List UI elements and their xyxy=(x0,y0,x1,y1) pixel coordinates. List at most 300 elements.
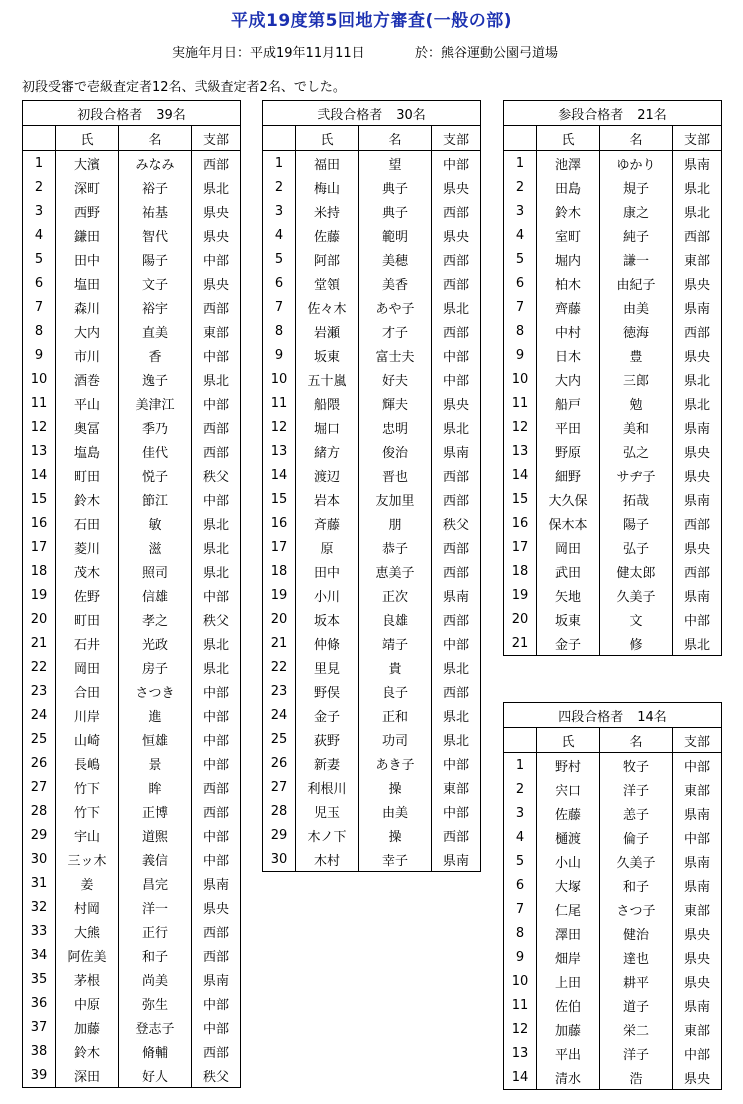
table-row xyxy=(263,511,481,535)
branch-cell: 西部 xyxy=(432,607,481,631)
table-row xyxy=(263,367,481,391)
row-number: 37 xyxy=(23,1015,56,1039)
surname-cell: 池澤 xyxy=(537,151,600,176)
row-number: 1 xyxy=(504,753,537,778)
row-number: 9 xyxy=(23,343,56,367)
given-name-cell: 眸 xyxy=(119,775,192,799)
given-name-cell: 景 xyxy=(119,751,192,775)
branch-cell: 西部 xyxy=(432,559,481,583)
table-row xyxy=(23,199,241,223)
row-number: 22 xyxy=(263,655,296,679)
branch-cell: 西部 xyxy=(432,535,481,559)
branch-cell: 中部 xyxy=(673,607,722,631)
branch-cell: 西部 xyxy=(192,415,241,439)
table-row xyxy=(263,655,481,679)
surname-cell: 中村 xyxy=(537,319,600,343)
given-name-cell: 佳代 xyxy=(119,439,192,463)
exam-venue: 於：熊谷運動公園弓道場 xyxy=(415,46,559,61)
branch-cell: 西部 xyxy=(673,319,722,343)
branch-cell: 県北 xyxy=(192,559,241,583)
branch-cell: 県央 xyxy=(673,463,722,487)
branch-cell: 西部 xyxy=(673,223,722,247)
row-number: 2 xyxy=(504,777,537,801)
row-number: 36 xyxy=(23,991,56,1015)
branch-cell: 県南 xyxy=(673,415,722,439)
branch-cell: 県北 xyxy=(673,367,722,391)
group-header xyxy=(263,101,481,126)
given-name-cell: 恭子 xyxy=(359,535,432,559)
given-name-cell: 美和 xyxy=(600,415,673,439)
branch-cell: 県南 xyxy=(673,583,722,607)
surname-cell: 福田 xyxy=(296,151,359,176)
given-name-cell: 貴 xyxy=(359,655,432,679)
branch-cell: 県北 xyxy=(192,367,241,391)
branch-cell: 西部 xyxy=(192,775,241,799)
surname-cell: 深町 xyxy=(56,175,119,199)
branch-cell: 西部 xyxy=(432,247,481,271)
row-number: 19 xyxy=(263,583,296,607)
row-number: 9 xyxy=(504,945,537,969)
column-header-row xyxy=(504,126,722,151)
row-number: 11 xyxy=(23,391,56,415)
branch-cell: 県南 xyxy=(673,487,722,511)
surname-cell: 岩本 xyxy=(296,487,359,511)
branch-cell: 県北 xyxy=(192,511,241,535)
row-number: 21 xyxy=(23,631,56,655)
surname-cell: 川岸 xyxy=(56,703,119,727)
given-name-cell: 節江 xyxy=(119,487,192,511)
table-row xyxy=(263,823,481,847)
table-row xyxy=(504,247,722,271)
surname-cell: 齊藤 xyxy=(537,295,600,319)
branch-cell: 県央 xyxy=(192,199,241,223)
surname-cell: 小川 xyxy=(296,583,359,607)
table-row xyxy=(263,559,481,583)
given-name-cell: 浩 xyxy=(600,1065,673,1090)
surname-cell: 平山 xyxy=(56,391,119,415)
row-number: 13 xyxy=(263,439,296,463)
given-name-cell: 倫子 xyxy=(600,825,673,849)
row-number: 11 xyxy=(504,391,537,415)
branch-cell: 中部 xyxy=(192,343,241,367)
surname-cell: 長嶋 xyxy=(56,751,119,775)
branch-cell: 中部 xyxy=(192,991,241,1015)
branch-cell: 中部 xyxy=(432,151,481,176)
table-row xyxy=(263,679,481,703)
branch-cell: 中部 xyxy=(192,583,241,607)
branch-cell: 県央 xyxy=(432,175,481,199)
surname-cell: 緒方 xyxy=(296,439,359,463)
surname-cell: 町田 xyxy=(56,463,119,487)
row-number: 7 xyxy=(263,295,296,319)
branch-cell: 県南 xyxy=(673,801,722,825)
row-number: 10 xyxy=(263,367,296,391)
branch-cell: 西部 xyxy=(673,559,722,583)
table-row xyxy=(504,463,722,487)
surname-cell: 堀口 xyxy=(296,415,359,439)
row-number: 26 xyxy=(23,751,56,775)
surname-cell: 新妻 xyxy=(296,751,359,775)
table-row xyxy=(263,463,481,487)
row-number: 1 xyxy=(504,151,537,176)
surname-cell: 中原 xyxy=(56,991,119,1015)
surname-cell: 佐藤 xyxy=(296,223,359,247)
surname-cell: 児玉 xyxy=(296,799,359,823)
table-row xyxy=(504,801,722,825)
surname-cell: 竹下 xyxy=(56,775,119,799)
given-name-cell: 美穂 xyxy=(359,247,432,271)
surname-cell: 樋渡 xyxy=(537,825,600,849)
table-row xyxy=(23,895,241,919)
surname-cell: 竹下 xyxy=(56,799,119,823)
branch-cell: 県北 xyxy=(432,415,481,439)
given-name-cell: 美津江 xyxy=(119,391,192,415)
surname-cell: 金子 xyxy=(296,703,359,727)
row-number: 9 xyxy=(504,343,537,367)
row-number: 33 xyxy=(23,919,56,943)
row-number: 10 xyxy=(23,367,56,391)
row-number: 27 xyxy=(263,775,296,799)
surname-cell: 斉藤 xyxy=(296,511,359,535)
row-number: 26 xyxy=(263,751,296,775)
given-name-cell: 美香 xyxy=(359,271,432,295)
table-row xyxy=(23,799,241,823)
surname-cell: 岩瀬 xyxy=(296,319,359,343)
row-number: 13 xyxy=(23,439,56,463)
table-row xyxy=(23,415,241,439)
table-row xyxy=(263,175,481,199)
branch-cell: 県北 xyxy=(192,535,241,559)
group-count: 30名 xyxy=(396,107,426,123)
row-number: 2 xyxy=(504,175,537,199)
given-name-cell: 健太郎 xyxy=(600,559,673,583)
row-number: 4 xyxy=(263,223,296,247)
branch-cell: 西部 xyxy=(432,463,481,487)
table-row xyxy=(504,607,722,631)
table-row xyxy=(23,943,241,967)
table-row xyxy=(263,703,481,727)
row-number: 27 xyxy=(23,775,56,799)
table-row xyxy=(23,535,241,559)
surname-cell: 堂領 xyxy=(296,271,359,295)
table-row xyxy=(504,945,722,969)
table-row xyxy=(23,439,241,463)
surname-cell: 森川 xyxy=(56,295,119,319)
surname-cell: 仲條 xyxy=(296,631,359,655)
branch-cell: 県南 xyxy=(673,873,722,897)
table-row xyxy=(504,487,722,511)
surname-cell: 五十嵐 xyxy=(296,367,359,391)
surname-cell: 矢地 xyxy=(537,583,600,607)
branch-cell: 県南 xyxy=(673,849,722,873)
branch-cell: 東部 xyxy=(673,247,722,271)
surname-cell: 大濱 xyxy=(56,151,119,176)
surname-cell: 佐藤 xyxy=(537,801,600,825)
branch-cell: 県南 xyxy=(192,871,241,895)
surname-cell: 塩田 xyxy=(56,271,119,295)
row-number: 5 xyxy=(504,849,537,873)
row-number: 3 xyxy=(504,199,537,223)
table-row xyxy=(263,199,481,223)
row-number: 17 xyxy=(504,535,537,559)
surname-cell: 西野 xyxy=(56,199,119,223)
surname-cell: 石井 xyxy=(56,631,119,655)
assessment-note: 初段受審で壱級査定者12名、弐級査定者2名、でした。 xyxy=(22,80,346,95)
row-number: 30 xyxy=(263,847,296,872)
row-number: 39 xyxy=(23,1063,56,1088)
surname-cell: 小山 xyxy=(537,849,600,873)
branch-cell: 県北 xyxy=(432,295,481,319)
column-header-surname: 氏 xyxy=(537,126,600,151)
surname-cell: 坂東 xyxy=(296,343,359,367)
given-name-cell: 登志子 xyxy=(119,1015,192,1039)
given-name-cell: 正和 xyxy=(359,703,432,727)
given-name-cell: 勉 xyxy=(600,391,673,415)
branch-cell: 中部 xyxy=(192,391,241,415)
row-number: 5 xyxy=(504,247,537,271)
row-number: 11 xyxy=(263,391,296,415)
row-number: 25 xyxy=(23,727,56,751)
branch-cell: 県央 xyxy=(673,439,722,463)
surname-cell: 岡田 xyxy=(56,655,119,679)
row-number: 3 xyxy=(504,801,537,825)
given-name-cell: 文 xyxy=(600,607,673,631)
branch-cell: 中部 xyxy=(192,751,241,775)
column-header-number xyxy=(504,728,537,753)
row-number: 12 xyxy=(263,415,296,439)
given-name-cell: 信雄 xyxy=(119,583,192,607)
row-number: 5 xyxy=(23,247,56,271)
given-name-cell: サヂ子 xyxy=(600,463,673,487)
yondan-roster-table xyxy=(503,702,722,1090)
given-name-cell: 祐基 xyxy=(119,199,192,223)
surname-cell: 船隈 xyxy=(296,391,359,415)
surname-cell: 木村 xyxy=(296,847,359,872)
surname-cell: 茂木 xyxy=(56,559,119,583)
table-row xyxy=(504,993,722,1017)
table-row xyxy=(23,727,241,751)
table-row xyxy=(23,463,241,487)
shodan-roster-table xyxy=(22,100,241,1088)
surname-cell: 野村 xyxy=(537,753,600,778)
branch-cell: 県南 xyxy=(432,847,481,872)
table-row xyxy=(23,487,241,511)
table-row xyxy=(504,969,722,993)
given-name-cell: 脩輔 xyxy=(119,1039,192,1063)
given-name-cell: 和子 xyxy=(119,943,192,967)
row-number: 18 xyxy=(504,559,537,583)
branch-cell: 県央 xyxy=(673,1065,722,1090)
given-name-cell: 輝夫 xyxy=(359,391,432,415)
row-number: 32 xyxy=(23,895,56,919)
row-number: 14 xyxy=(504,1065,537,1090)
group-label: 弐段合格者 xyxy=(317,107,383,123)
given-name-cell: 正次 xyxy=(359,583,432,607)
row-number: 23 xyxy=(23,679,56,703)
branch-cell: 秩父 xyxy=(192,1063,241,1088)
group-header xyxy=(504,703,722,728)
table-row xyxy=(23,583,241,607)
surname-cell: 鎌田 xyxy=(56,223,119,247)
row-number: 16 xyxy=(263,511,296,535)
branch-cell: 秩父 xyxy=(192,463,241,487)
surname-cell: 坂東 xyxy=(537,607,600,631)
given-name-cell: 恒雄 xyxy=(119,727,192,751)
branch-cell: 県央 xyxy=(192,223,241,247)
surname-cell: 塩島 xyxy=(56,439,119,463)
branch-cell: 西部 xyxy=(432,679,481,703)
branch-cell: 中部 xyxy=(192,679,241,703)
given-name-cell: 良雄 xyxy=(359,607,432,631)
branch-cell: 西部 xyxy=(192,1039,241,1063)
row-number: 10 xyxy=(504,969,537,993)
given-name-cell: 昌完 xyxy=(119,871,192,895)
row-number: 8 xyxy=(263,319,296,343)
row-number: 34 xyxy=(23,943,56,967)
surname-cell: 室町 xyxy=(537,223,600,247)
surname-cell: 菱川 xyxy=(56,535,119,559)
table-row xyxy=(504,631,722,656)
table-row xyxy=(263,223,481,247)
table-row xyxy=(23,319,241,343)
row-number: 9 xyxy=(263,343,296,367)
surname-cell: 佐野 xyxy=(56,583,119,607)
given-name-cell: 達也 xyxy=(600,945,673,969)
column-header-row xyxy=(504,728,722,753)
table-row xyxy=(23,967,241,991)
group-label: 参段合格者 xyxy=(558,107,624,123)
branch-cell: 中部 xyxy=(192,703,241,727)
table-row xyxy=(263,151,481,176)
given-name-cell: 道煕 xyxy=(119,823,192,847)
given-name-cell: 照司 xyxy=(119,559,192,583)
given-name-cell: 久美子 xyxy=(600,849,673,873)
row-number: 6 xyxy=(263,271,296,295)
given-name-cell: あき子 xyxy=(359,751,432,775)
row-number: 21 xyxy=(263,631,296,655)
given-name-cell: 洋一 xyxy=(119,895,192,919)
given-name-cell: 望 xyxy=(359,151,432,176)
surname-cell: 大内 xyxy=(56,319,119,343)
table-row xyxy=(263,391,481,415)
branch-cell: 県北 xyxy=(432,703,481,727)
branch-cell: 県南 xyxy=(432,439,481,463)
table-row xyxy=(504,367,722,391)
row-number: 15 xyxy=(263,487,296,511)
branch-cell: 中部 xyxy=(673,753,722,778)
given-name-cell: 和子 xyxy=(600,873,673,897)
branch-cell: 県央 xyxy=(432,391,481,415)
row-number: 16 xyxy=(23,511,56,535)
nidan-roster-table xyxy=(262,100,481,872)
column-header-given-name: 名 xyxy=(119,126,192,151)
given-name-cell: 耕平 xyxy=(600,969,673,993)
table-row xyxy=(504,319,722,343)
given-name-cell: 由紀子 xyxy=(600,271,673,295)
row-number: 29 xyxy=(23,823,56,847)
table-row xyxy=(504,535,722,559)
surname-cell: 田島 xyxy=(537,175,600,199)
surname-cell: 宍口 xyxy=(537,777,600,801)
table-row xyxy=(23,631,241,655)
branch-cell: 西部 xyxy=(192,919,241,943)
surname-cell: 阿佐美 xyxy=(56,943,119,967)
given-name-cell: 三郎 xyxy=(600,367,673,391)
given-name-cell: 恙子 xyxy=(600,801,673,825)
branch-cell: 中部 xyxy=(432,799,481,823)
given-name-cell: 富士夫 xyxy=(359,343,432,367)
table-row xyxy=(504,343,722,367)
branch-cell: 西部 xyxy=(192,943,241,967)
surname-cell: 大久保 xyxy=(537,487,600,511)
given-name-cell: 正行 xyxy=(119,919,192,943)
row-number: 17 xyxy=(23,535,56,559)
surname-cell: 畑岸 xyxy=(537,945,600,969)
surname-cell: 町田 xyxy=(56,607,119,631)
table-row xyxy=(504,825,722,849)
branch-cell: 中部 xyxy=(432,343,481,367)
column-header-branch: 支部 xyxy=(432,126,481,151)
branch-cell: 中部 xyxy=(432,751,481,775)
surname-cell: 山崎 xyxy=(56,727,119,751)
branch-cell: 県南 xyxy=(192,967,241,991)
row-number: 28 xyxy=(263,799,296,823)
row-number: 7 xyxy=(23,295,56,319)
branch-cell: 県北 xyxy=(192,631,241,655)
table-row xyxy=(23,751,241,775)
column-header-number xyxy=(504,126,537,151)
given-name-cell: 尚美 xyxy=(119,967,192,991)
given-name-cell: 房子 xyxy=(119,655,192,679)
table-row xyxy=(504,439,722,463)
row-number: 3 xyxy=(263,199,296,223)
row-number: 20 xyxy=(504,607,537,631)
group-header xyxy=(504,101,722,126)
table-row xyxy=(504,223,722,247)
surname-cell: 平出 xyxy=(537,1041,600,1065)
column-header-row xyxy=(23,126,241,151)
surname-cell: 保木本 xyxy=(537,511,600,535)
table-row xyxy=(23,511,241,535)
table-row xyxy=(504,295,722,319)
table-row xyxy=(23,1063,241,1088)
branch-cell: 西部 xyxy=(192,151,241,176)
branch-cell: 県北 xyxy=(673,175,722,199)
surname-cell: 細野 xyxy=(537,463,600,487)
column-header-branch: 支部 xyxy=(673,126,722,151)
branch-cell: 県南 xyxy=(673,295,722,319)
surname-cell: 岡田 xyxy=(537,535,600,559)
surname-cell: 澤田 xyxy=(537,921,600,945)
given-name-cell: 操 xyxy=(359,823,432,847)
row-number: 21 xyxy=(504,631,537,656)
row-number: 15 xyxy=(504,487,537,511)
given-name-cell: 弘之 xyxy=(600,439,673,463)
given-name-cell: 孝之 xyxy=(119,607,192,631)
row-number: 24 xyxy=(23,703,56,727)
given-name-cell: あや子 xyxy=(359,295,432,319)
given-name-cell: ゆかり xyxy=(600,151,673,176)
given-name-cell: 陽子 xyxy=(119,247,192,271)
given-name-cell: 久美子 xyxy=(600,583,673,607)
given-name-cell: 文子 xyxy=(119,271,192,295)
surname-cell: 上田 xyxy=(537,969,600,993)
table-row xyxy=(23,295,241,319)
column-header-row xyxy=(263,126,481,151)
branch-cell: 西部 xyxy=(432,487,481,511)
given-name-cell: 幸子 xyxy=(359,847,432,872)
surname-cell: 野原 xyxy=(537,439,600,463)
